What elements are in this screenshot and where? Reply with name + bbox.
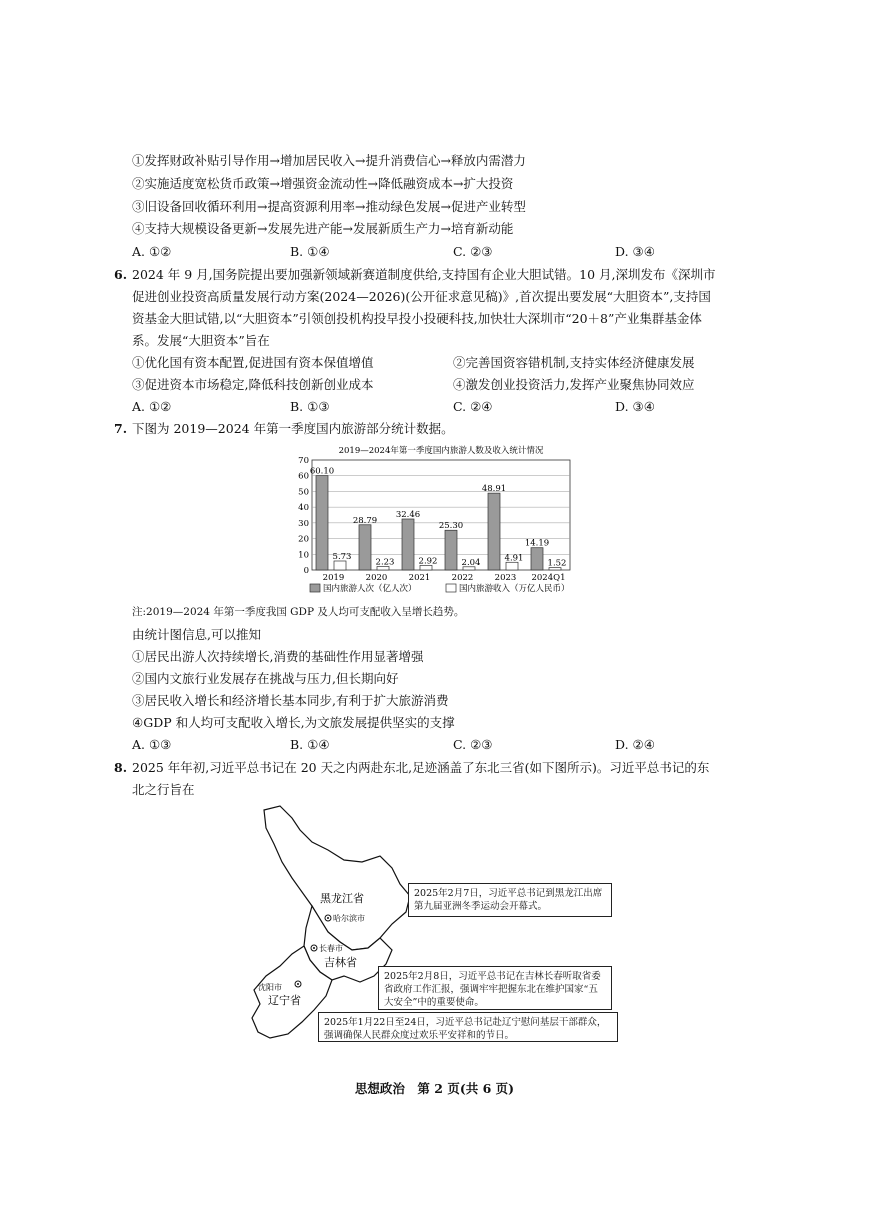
data-label: 1.52 — [547, 558, 567, 569]
q6-number: 6. — [114, 267, 128, 282]
city-changchun: 长春市 — [319, 944, 343, 953]
q6-choice-d[interactable]: D. ③④ — [615, 399, 655, 414]
page-footer: 思想政治 第 2 页(共 6 页) — [354, 1081, 515, 1096]
q6-stem-line-4: 系。发展“大胆资本”旨在 — [132, 333, 270, 348]
q8-number: 8. — [114, 760, 128, 775]
data-label: 2.04 — [461, 557, 481, 568]
bar-revenue — [334, 561, 346, 570]
q6-statement-2: ②完善国资容错机制,支持实体经济健康发展 — [453, 355, 695, 370]
chart-title: 2019—2024年第一季度国内旅游人数及收入统计情况 — [338, 446, 544, 456]
q5-statement-2: ②实施适度宽松货币政策→增强资金流动性→降低融资成本→扩大投资 — [132, 176, 514, 191]
data-label: 25.30 — [438, 521, 464, 532]
q7-choice-a[interactable]: A. ①③ — [132, 737, 172, 752]
data-label: 5.73 — [332, 551, 352, 562]
q5-choice-b[interactable]: B. ①④ — [290, 244, 330, 259]
q8-stem-line-2: 北之行旨在 — [132, 782, 195, 797]
y-tick-label: 40 — [298, 503, 309, 514]
data-label: 28.79 — [352, 515, 378, 526]
q7-number: 7. — [114, 421, 128, 436]
q5-choice-d[interactable]: D. ③④ — [615, 244, 655, 259]
bar-visits — [445, 530, 457, 570]
x-tick-label: 2019 — [322, 573, 345, 583]
bar-visits — [488, 493, 500, 570]
q5-choice-c[interactable]: C. ②③ — [453, 244, 493, 259]
x-tick-label: 2024Q1 — [531, 573, 566, 583]
x-tick-label: 2021 — [408, 573, 431, 583]
y-tick-label: 60 — [298, 471, 309, 482]
q6-statement-4: ④激发创业投资活力,发挥产业聚焦协同效应 — [453, 377, 695, 392]
q5-statement-4: ④支持大规模设备更新→发展先进产能→发展新质生产力→培育新动能 — [132, 221, 514, 236]
bar-visits — [402, 519, 414, 570]
q7-infer: 由统计图信息,可以推知 — [132, 627, 261, 642]
city-harbin: 哈尔滨市 — [333, 914, 365, 923]
data-label: 48.91 — [481, 484, 507, 495]
legend-label: 国内旅游人次（亿人次） — [323, 584, 417, 594]
legend-swatch — [310, 584, 320, 592]
y-tick-label: 10 — [298, 550, 309, 561]
data-label: 60.10 — [309, 466, 335, 477]
province-liaoning: 辽宁省 — [268, 994, 301, 1007]
callout-heilongjiang: 2025年2月7日，习近平总书记到黑龙江出席第九届亚洲冬季运动会开幕式。 — [408, 883, 612, 917]
q7-choice-c[interactable]: C. ②③ — [453, 737, 493, 752]
province-jilin: 吉林省 — [324, 956, 357, 969]
data-label: 2.92 — [418, 556, 438, 567]
y-tick-label: 20 — [298, 534, 309, 545]
q7-choice-d[interactable]: D. ②④ — [615, 737, 655, 752]
x-tick-label: 2020 — [365, 573, 388, 583]
q7-statement-2: ②国内文旅行业发展存在挑战与压力,但长期向好 — [132, 671, 399, 686]
x-tick-label: 2022 — [451, 573, 474, 583]
y-tick-label: 50 — [298, 487, 309, 498]
data-label: 4.91 — [504, 553, 524, 564]
q7-note: 注:2019—2024 年第一季度我国 GDP 及人均可支配收入呈增长趋势。 — [132, 606, 465, 618]
bar-visits — [359, 525, 371, 570]
y-tick-label: 0 — [303, 566, 309, 576]
tourism-bar-chart — [290, 440, 590, 600]
q6-choice-a[interactable]: A. ①② — [132, 399, 172, 414]
q6-stem-line-2: 促进创业投资高质量发展行动方案(2024—2026)(公开征求意见稿)》,首次提出要发展“大胆资本”,支持国 — [132, 289, 711, 304]
q6-stem-line-1: 2024 年 9 月,国务院提出要加强新领域新赛道制度供给,支持国有企业大胆试错。10 月,深圳发布《深圳市 — [132, 267, 716, 282]
data-label: 14.19 — [524, 538, 550, 549]
y-tick-label: 70 — [298, 456, 309, 466]
q6-choice-b[interactable]: B. ①③ — [290, 399, 330, 414]
legend-label: 国内旅游收入（万亿人民币） — [459, 584, 570, 594]
q5-statement-1: ①发挥财政补贴引导作用→增加居民收入→提升消费信心→释放内需潜力 — [132, 153, 526, 168]
data-label: 2.23 — [375, 557, 395, 568]
callout-liaoning: 2025年1月22日至24日，习近平总书记赴辽宁慰问基层干部群众，强调确保人民群众度过欢乐平安祥和的节日。 — [318, 1012, 618, 1042]
q5-statement-3: ③旧设备回收循环利用→提高资源利用率→推动绿色发展→促进产业转型 — [132, 199, 526, 214]
q6-statement-1: ①优化国有资本配置,促进国有资本保值增值 — [132, 355, 374, 370]
legend-swatch — [446, 584, 456, 592]
q7-statement-4: ④GDP 和人均可支配收入增长,为文旅发展提供坚实的支撑 — [132, 715, 455, 730]
heilongjiang-outline — [264, 806, 410, 950]
q8-stem-line-1: 2025 年年初,习近平总书记在 20 天之内两赴东北,足迹涵盖了东北三省(如下图所示)。习近平总书记的东 — [132, 760, 710, 775]
bar-revenue — [506, 562, 518, 570]
q5-choice-a[interactable]: A. ①② — [132, 244, 172, 259]
q7-statement-3: ③居民收入增长和经济增长基本同步,有利于扩大旅游消费 — [132, 693, 449, 708]
x-tick-label: 2023 — [494, 573, 517, 583]
province-heilongjiang: 黑龙江省 — [320, 892, 364, 905]
q6-choice-c[interactable]: C. ②④ — [453, 399, 493, 414]
q7-choice-b[interactable]: B. ①④ — [290, 737, 330, 752]
q6-stem-line-3: 资基金大胆试错,以“大胆资本”引领创投机构投早投小投硬科技,加快壮大深圳市“20＋8”产业集群基金体 — [132, 311, 702, 326]
city-shenyang: 沈阳市 — [258, 983, 282, 992]
q6-statement-3: ③促进资本市场稳定,降低科技创新创业成本 — [132, 377, 374, 392]
callout-jilin: 2025年2月8日，习近平总书记在吉林长春听取省委省政府工作汇报，强调牢牢把握东北在维护国家“五大安全”中的重要使命。 — [378, 966, 612, 1010]
data-label: 32.46 — [395, 509, 421, 520]
q7-intro: 下图为 2019—2024 年第一季度国内旅游部分统计数据。 — [132, 421, 454, 436]
bar-visits — [316, 476, 328, 570]
y-tick-label: 30 — [298, 518, 309, 529]
bar-visits — [531, 548, 543, 570]
q7-statement-1: ①居民出游人次持续增长,消费的基础性作用显著增强 — [132, 649, 424, 664]
